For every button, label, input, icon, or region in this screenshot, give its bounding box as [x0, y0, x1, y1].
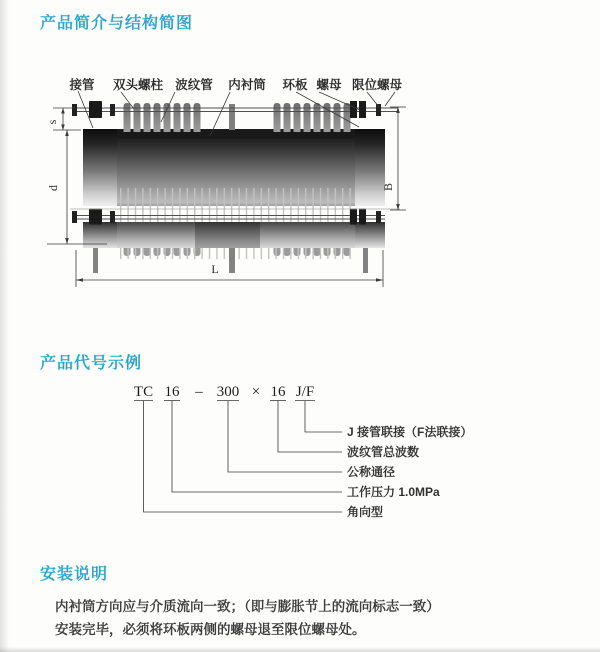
code-segment-dash: –: [195, 384, 203, 400]
install-line-2: 安装完毕，必须将环板两侧的螺母退至限位螺母处。: [55, 622, 366, 637]
limit-nut: [72, 211, 77, 223]
part-label-bellows: 波纹管: [175, 78, 213, 92]
lower-assembly: [83, 222, 385, 273]
bellows-edge-lines: [120, 188, 355, 222]
nut: [350, 209, 357, 225]
part-label-limit-nut: 限位螺母: [351, 78, 403, 92]
page-edge-shadow-left: [0, 0, 9, 652]
bellows-top-left: [122, 103, 203, 132]
code-segment-dn: 300: [216, 384, 240, 400]
nut: [89, 101, 102, 118]
section-title-code-example: 产品代号示例: [40, 355, 143, 372]
stud-bottom-center: [229, 248, 235, 273]
right-flange: [353, 129, 385, 206]
stud-bottom-left: [93, 248, 98, 273]
nut: [89, 209, 102, 225]
code-segment-pressure: 16: [164, 384, 180, 400]
code-connector-lines: [134, 401, 342, 513]
product-code-diagram: [128, 378, 488, 523]
callout-nominal-diameter: 公称通径: [347, 465, 396, 479]
structure-diagram: [45, 60, 455, 298]
nut: [359, 209, 366, 225]
dim-label-d: d: [46, 185, 60, 191]
part-label-ring-plate: 环板: [282, 78, 308, 92]
ring-plate-nut: [350, 101, 357, 118]
install-instructions: [55, 598, 565, 644]
left-flange: [83, 129, 117, 206]
section-title-intro: 产品简介与结构简图: [40, 15, 194, 32]
dim-label-l: L: [211, 262, 219, 276]
dim-label-b: B: [381, 182, 395, 192]
stud-bottom-right: [363, 248, 368, 273]
section-title-install: 安装说明: [40, 566, 109, 583]
code-segment-times: ×: [251, 384, 261, 400]
callout-angular-type: 角向型: [347, 505, 384, 519]
bellows-top-right: [272, 103, 353, 132]
dim-label-s: s: [45, 119, 59, 125]
callout-wave-count: 波纹管总波数: [347, 445, 420, 459]
nut: [110, 211, 115, 223]
code-segment-waves: 16: [270, 384, 286, 400]
callout-working-pressure: 工作压力 1.0MPa: [347, 485, 440, 499]
right-flange-lower: [353, 222, 385, 248]
lower-liner-shadow: [195, 222, 260, 248]
nut: [110, 104, 115, 116]
limit-nut: [376, 211, 381, 223]
code-segment-connection: J/F: [295, 384, 315, 400]
part-label-connection-pipe: 接管: [69, 78, 95, 92]
callout-connection: J 接管联接（F法联接）: [347, 425, 473, 439]
part-label-double-end-stud: 双头螺柱: [112, 78, 164, 92]
nut: [359, 101, 366, 118]
part-label-inner-liner: 内衬筒: [228, 78, 266, 92]
part-label-nut: 螺母: [316, 78, 342, 92]
limit-nut: [72, 104, 77, 116]
install-line-1: 内衬筒方向应与介质流向一致；（即与膨胀节上的流向标志一致）: [55, 599, 440, 614]
code-segment-type: TC: [133, 384, 154, 400]
bellows-edge-lines-lower: [120, 248, 355, 259]
page-edge-shadow-bottom: [0, 647, 600, 652]
